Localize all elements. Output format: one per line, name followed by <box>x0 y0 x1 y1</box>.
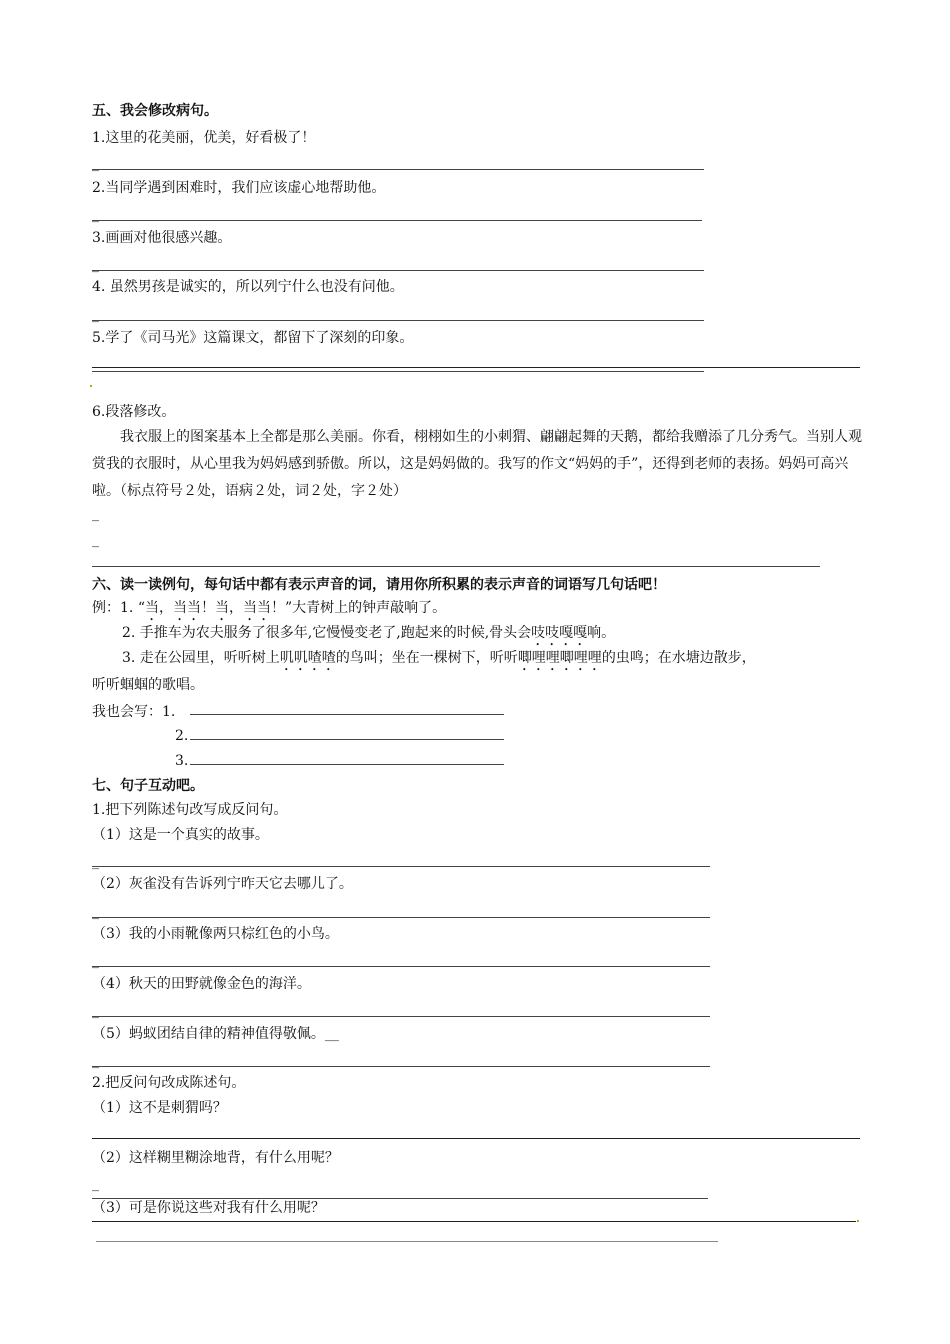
s6-example-2 <box>122 623 615 649</box>
answer-dash: _ <box>92 257 99 273</box>
s6-example-3-text-c: 的虫鸣；在水塘边散步， <box>601 650 756 666</box>
s6-example-2-text-a: 2. 手推车为农夫服务了很多年,它慢慢变老了,跑起来的时候,骨头会 <box>122 625 532 641</box>
write-line-3[interactable] <box>190 764 504 765</box>
s6-write-label-2: 2. <box>175 728 189 744</box>
s7-part1-label: 1.把下列陈述句改写成反问句。 <box>92 802 288 818</box>
answer-line[interactable] <box>92 866 710 867</box>
s7-part1-item-4: （4）秋天的田野就像金色的海洋。 <box>92 976 311 992</box>
s6-example-prefix: 例：1. <box>92 600 138 616</box>
s7-part2-label: 2.把反问句改成陈述句。 <box>92 1075 246 1091</box>
answer-line[interactable] <box>92 371 704 372</box>
s6-example-3-sound-1: 叽叽喳喳 <box>279 650 336 666</box>
section7-heading: 七、句子互动吧。 <box>92 778 204 794</box>
answer-line[interactable] <box>92 270 704 271</box>
s6-example-3 <box>122 648 756 674</box>
answer-line[interactable] <box>92 1066 710 1067</box>
s7-part2-item-1: （1）这不是刺猬吗？ <box>92 1100 227 1116</box>
marker-dot <box>90 385 92 387</box>
section6-heading: 六、读一读例句，每句话中都有表示声音的词，请用你所积累的表示声音的词语写几句话吧！ <box>92 577 666 593</box>
s6-example-2-sound: 吱吱嘎嘎 <box>531 625 588 641</box>
answer-dash: _ <box>92 1053 99 1069</box>
answer-dash: _ <box>92 1003 99 1019</box>
s7-part1-item-5: （5）蚂蚁团结自律的精神值得敬佩。__ <box>92 1026 339 1042</box>
answer-line[interactable] <box>92 320 704 321</box>
s6-example-3-sound-2: 唧哩哩唧哩哩 <box>517 650 602 666</box>
s5-item-6-label: 6.段落修改。 <box>92 404 176 420</box>
answer-line[interactable] <box>92 367 860 368</box>
s5-item-6-paragraph: 我衣服上的图案基本上全都是那么美丽。你看，栩栩如生的小刺猬、翩翩起舞的天鹅，都给我赠添了几分秀气。当别人观赏我的衣服时，从心里我为妈妈感到骄傲。所以，这是妈妈做的。我写的作文“妈妈的手”，还得到老师的表扬。妈妈可高兴啦。（标点符号２处，语病２处，词２处，字２处） <box>92 429 862 499</box>
write-line-2[interactable] <box>190 739 504 740</box>
answer-dash: _ <box>92 207 99 223</box>
s5-item-4: 4. 虽然男孩是诚实的，所以列宁什么也没有问他。 <box>92 279 404 295</box>
s6-example-1-sound: “当，当当！当，当当！” <box>137 600 293 616</box>
answer-line[interactable] <box>92 966 710 967</box>
marker-dot <box>857 1220 859 1222</box>
answer-dash: _ <box>92 904 99 920</box>
s7-part1-item-3: （3）我的小雨靴像两只棕红色的小鸟。 <box>92 926 339 942</box>
answer-line[interactable] <box>96 1241 718 1242</box>
s6-write-label-3: 3. <box>175 753 189 769</box>
s6-example-3-line2: 听听蝈蝈的歌唱。 <box>92 677 204 693</box>
s5-item-5: 5.学了《司马光》这篇课文，都留下了深刻的印象。 <box>92 330 414 346</box>
answer-line[interactable] <box>92 566 820 567</box>
s6-write-label-1: 我也会写：1. <box>92 704 176 720</box>
answer-line[interactable] <box>92 1138 860 1139</box>
s6-example-1 <box>92 598 446 624</box>
answer-dash: _ <box>92 1176 99 1192</box>
s7-part1-item-2: （2）灰雀没有告诉列宁昨天它去哪儿了。 <box>92 876 353 892</box>
answer-line[interactable] <box>92 1221 856 1222</box>
answer-dash: _ <box>92 953 99 969</box>
answer-dash: _ <box>92 506 99 522</box>
s5-item-2: 2.当同学遇到困难时，我们应该虚心地帮助他。 <box>92 180 386 196</box>
answer-line[interactable] <box>92 220 702 221</box>
s6-example-1-text: 大青树上的钟声敲响了。 <box>292 600 447 616</box>
answer-line[interactable] <box>92 1016 710 1017</box>
answer-line[interactable] <box>92 917 710 918</box>
s5-item-1: 1.这里的花美丽，优美，好看极了！ <box>92 130 316 146</box>
section5-heading: 五、我会修改病句。 <box>92 103 218 119</box>
s6-example-3-text-a: 3. 走在公园里，听听树上 <box>122 650 280 666</box>
s7-part2-item-2: （2）这样糊里糊涂地背，有什么用呢？ <box>92 1150 339 1166</box>
answer-dash: _ <box>92 532 99 548</box>
answer-dash: _ <box>92 156 99 172</box>
s6-example-3-text-b: 的鸟叫；坐在一棵树下，听听 <box>335 650 518 666</box>
answer-dash: _ <box>92 307 99 323</box>
answer-dash: _ <box>92 854 99 870</box>
s7-part2-item-3: （3）可是你说这些对我有什么用呢？ <box>92 1200 325 1216</box>
s7-part1-item-1: （1）这是一个真实的故事。 <box>92 827 269 843</box>
s6-example-2-text-b: 响。 <box>587 625 616 641</box>
write-line-1[interactable] <box>190 714 504 715</box>
s5-item-3: 3.画画对他很感兴趣。 <box>92 230 232 246</box>
answer-line[interactable] <box>92 169 704 170</box>
